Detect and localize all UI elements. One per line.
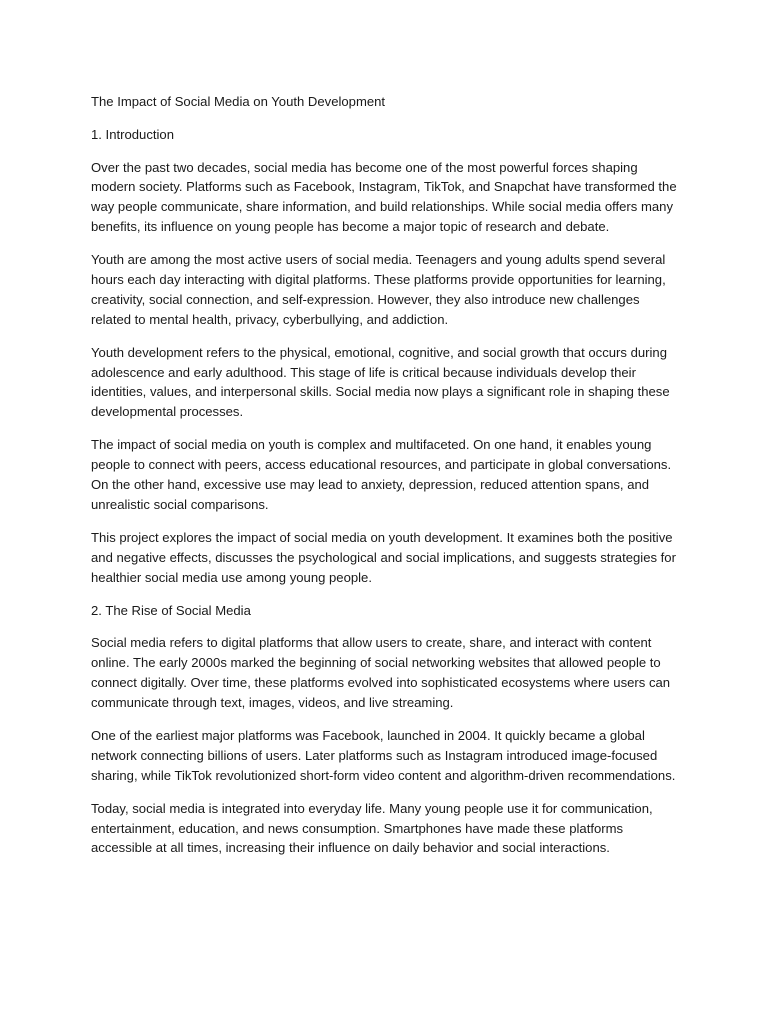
section-heading: 2. The Rise of Social Media [91, 602, 251, 618]
paragraph: Youth development refers to the physical, emotional, cognitive, and social growth that occurs during adolescence and early adulthood. This stage of life is critical because individuals develop their identities, values, and interpersonal skills. Social media now plays a significant role in shaping these developmental processes. [91, 344, 670, 420]
section-rise-of-social-media [91, 601, 681, 859]
paragraph: This project explores the impact of social media on youth development. It examines both the positive and negative effects, discusses the psychological and social implications, and suggests strategies for healthier social media use among young people. [91, 529, 676, 585]
document-body [91, 92, 681, 872]
section-introduction [91, 125, 681, 588]
section-heading: 1. Introduction [91, 126, 174, 142]
paragraph: Over the past two decades, social media has become one of the most powerful forces shaping modern society. Platforms such as Facebook, Instagram, TikTok, and Snapchat have transformed the way people communicate, share information, and build relationships. While social media offers many benefits, its influence on young people has become a major topic of research and debate. [91, 159, 677, 234]
paragraph: Youth are among the most active users of social media. Teenagers and young adults spend several hours each day interacting with digital platforms. These platforms provide opportunities for learning, creativity, social connection, and self-expression. However, they also introduce new challenges related to mental health, privacy, cyberbullying, and addiction. [91, 252, 666, 327]
document-title: The Impact of Social Media on Youth Development [91, 94, 386, 109]
paragraph: The impact of social media on youth is complex and multifaceted. On one hand, it enables young people to connect with peers, access educational resources, and participate in global conversations. On the other hand, excessive use may lead to anxiety, depression, reduced attention spans, and unrealistic social comparisons. [91, 437, 672, 512]
paragraph: Social media refers to digital platforms that allow users to create, share, and interact with content online. The early 2000s marked the beginning of social networking websites that allowed people to connect digitally. Over time, these platforms evolved into sophisticated ecosystems where users can communicate through text, images, videos, and live streaming. [91, 635, 671, 710]
paragraph: One of the earliest major platforms was Facebook, launched in 2004. It quickly became a global network connecting billions of users. Later platforms such as Instagram introduced image-focused sharing, while TikTok revolutionized short-form video content and algorithm-driven recommendations. [91, 728, 676, 783]
paragraph: Today, social media is integrated into everyday life. Many young people use it for communication, entertainment, education, and news consumption. Smartphones have made these platforms accessible at all times, increasing their influence on daily behavior and social interactions. [91, 800, 653, 856]
